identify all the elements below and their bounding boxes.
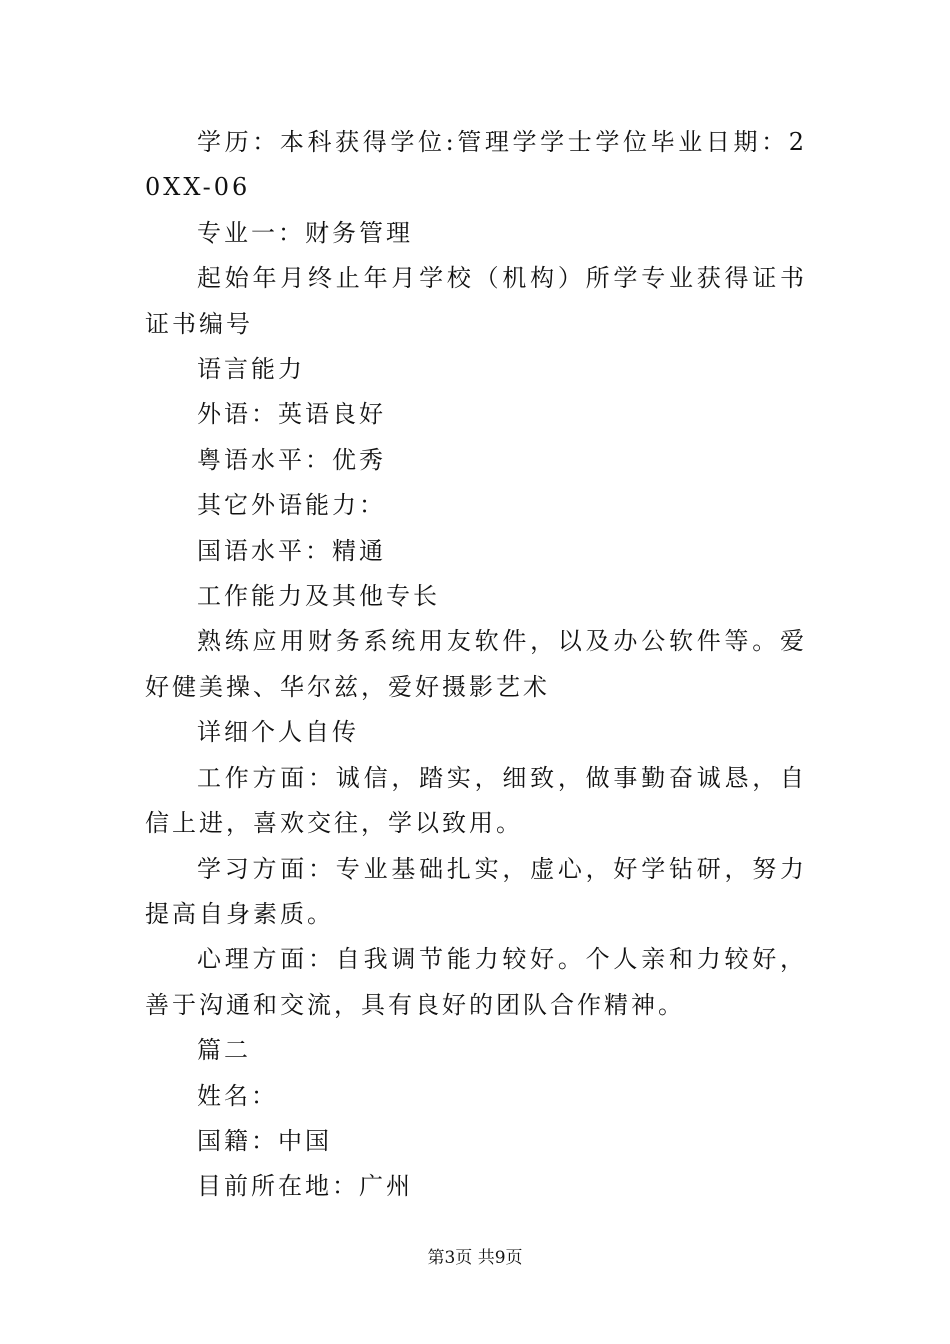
paragraph-work: 工作方面：诚信，踏实，细致，做事勤奋诚恳，自信上进，喜欢交往，学以致用。: [145, 763, 807, 838]
paragraph-psychology: 心理方面：自我调节能力较好。个人亲和力较好，善于沟通和交流，具有良好的团队合作精神。: [145, 945, 807, 1019]
paragraph-mandarin: 国语水平：精通: [197, 536, 386, 565]
paragraph-skills-heading: 工作能力及其他专长: [197, 582, 440, 611]
paragraph-nationality: 国籍：中国: [197, 1126, 332, 1155]
paragraph-major: 专业一：财务管理: [197, 218, 413, 247]
paragraph-foreign-language: 外语：英语良好: [197, 400, 386, 429]
paragraph-skills: 熟练应用财务系统用友软件，以及办公软件等。爱好健美操、华尔兹，爱好摄影艺术: [145, 627, 807, 701]
document-body: [145, 120, 807, 1210]
page-number-footer: 第3页 共9页: [427, 1248, 523, 1268]
paragraph-part-two: 篇二: [197, 1036, 251, 1065]
paragraph-other-languages: 其它外语能力：: [197, 491, 386, 520]
paragraph-autobiography-heading: 详细个人自传: [197, 718, 359, 747]
paragraph-study: 学习方面：专业基础扎实，虚心，好学钻研，努力提高自身素质。: [145, 854, 807, 928]
paragraph-cantonese: 粤语水平：优秀: [197, 445, 386, 474]
paragraph-language-heading: 语言能力: [197, 355, 305, 384]
paragraph-name: 姓名：: [197, 1081, 278, 1110]
paragraph-education: 学历：本科获得学位:管理学学士学位毕业日期：20XX-06: [145, 128, 807, 202]
paragraph-certificates-header: 起始年月终止年月学校（机构）所学专业获得证书证书编号: [145, 264, 807, 338]
paragraph-location: 目前所在地：广州: [197, 1172, 413, 1201]
